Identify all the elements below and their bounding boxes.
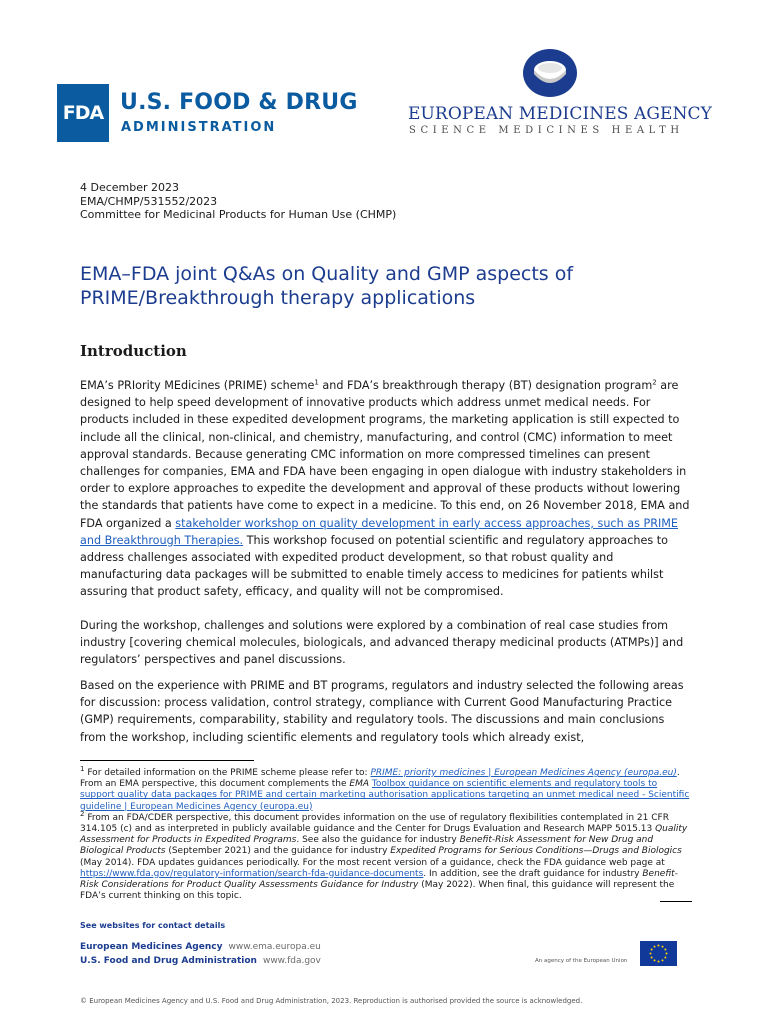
footnote-end-rule: [660, 901, 692, 902]
paragraph-1-text-a: EMA’s PRIority MEdicines (PRIME) scheme: [80, 379, 315, 392]
ema-logo-name: EUROPEAN MEDICINES AGENCY: [408, 104, 712, 124]
footnote-2-italic-4: Benefit-Risk Considerations for Product Quality Assessments Guidance for Industry: [80, 868, 678, 891]
eu-flag-icon: [640, 941, 677, 966]
footnote-ref-2[interactable]: 2: [652, 378, 657, 387]
ema-contact-name: European Medicines Agency: [80, 942, 223, 952]
fda-guidance-link[interactable]: https://www.fda.gov/regulatory-information/search-fda-guidance-documents: [80, 868, 424, 879]
footnote-2-text-b: . See also the guidance for industry: [296, 835, 460, 846]
footnote-1-italic: EMA: [349, 779, 370, 790]
fda-logo-line2: ADMINISTRATION: [121, 120, 277, 135]
eu-agency-label: An agency of the European Union: [535, 958, 628, 964]
footnote-1-text-b: . From an EMA perspective, this document complements the: [80, 768, 680, 790]
footnote-2-text-a: From an FDA/CDER perspective, this document provides information on the use of regulatory flexibilities contemplated in 21 CFR 314.105 (c) and as interpreted in publicly available guidance and the Center for Drugs Evaluation and Research MAPP 5015.13: [80, 812, 669, 835]
paragraph-3: Based on the experience with PRIME and BT programs, regulators and industry selected the following areas for discussion: process validation, control strategy, compliance with Current Good Manufacturing Practice (GMP) requirements, comparability, stability and regulatory tools. The discussions and main conclusions from the workshop, including scientific elements and regulatory tools which already exist,: [80, 679, 684, 744]
section-heading-introduction: Introduction: [80, 342, 187, 360]
fda-contact-row: [80, 954, 321, 968]
footnote-ref-1[interactable]: 1: [314, 378, 319, 387]
footnote-2-text-f: (May 2022). When final, this guidance will represent the FDA’s current thinking on this topic.: [80, 880, 675, 902]
footnote-2-text-e: . In addition, see the draft guidance for industry: [423, 868, 643, 879]
fda-website[interactable]: www.fda.gov: [262, 956, 321, 966]
paragraph-1: [80, 377, 690, 601]
footnote-divider: [80, 760, 254, 761]
footnote-2: [80, 809, 690, 903]
footnote-2-italic-1: Quality Assessment for Products in Expedited Programs: [80, 824, 688, 846]
paragraph-1-text-b: and FDA’s breakthrough therapy (BT) designation program: [318, 379, 653, 392]
footnote-1-number: 1: [80, 765, 85, 773]
document-date: 4 December 2023: [80, 181, 180, 194]
footnote-2-number: 2: [80, 809, 85, 818]
paragraph-1-text-c: are designed to help speed development of innovative products which address unmet medical needs. For products included in these expedited development programs, the marketing application is still expected to include all the clinical, non-clinical, and chemistry, manufacturing, and control (CMC) information to meet approval standards. Because generating CMC information on more compressed timelines can present challenges for companies, EMA and FDA have been engaging in open dialogue with industry stakeholders in order to explore approaches to expedite the development and approval of these products without lowering the standards that patients have come to expect in a medicine. To this end, on 26 November 2018, EMA and FDA organized a: [80, 379, 690, 530]
copyright-notice: © European Medicines Agency and U.S. Food and Drug Administration, 2023. Reproduction is authorised provided the source is acknowledged.: [80, 997, 583, 1005]
footnote-2-text-c: (September 2021) and the guidance for industry: [165, 846, 391, 857]
toolbox-guidance-link[interactable]: Toolbox guidance on scientific elements and regulatory tools to support quality data packages for PRIME and certain marketing authorisation applications targeting an unmet medical need - Scientific guideline | European Medicines Agency (europa.eu): [80, 779, 690, 812]
fda-logo: [57, 84, 357, 144]
fda-logo-line1: U.S. FOOD & DRUG: [120, 90, 358, 115]
ema-logo-tagline: SCIENCE MEDICINES HEALTH: [409, 125, 684, 136]
ema-website[interactable]: www.ema.europa.eu: [228, 942, 321, 952]
paragraph-2: During the workshop, challenges and solutions were explored by a combination of real case studies from industry [covering chemical molecules, biologicals, and advanced therapy medicinal products (ATMPs)] and regulators’ perspectives and panel discussions.: [80, 619, 684, 667]
prime-link[interactable]: PRIME: priority medicines | European Medicines Agency (europa.eu): [370, 768, 677, 778]
footnote-1: [80, 765, 690, 813]
fda-logo-box: FDA: [57, 84, 109, 142]
footnote-1-text-a: For detailed information on the PRIME scheme please refer to:: [84, 768, 371, 778]
committee-name: Committee for Medicinal Products for Human Use (CHMP): [80, 208, 397, 221]
agency-contacts: [80, 940, 321, 968]
document-title: EMA–FDA joint Q&As on Quality and GMP aspects of PRIME/Breakthrough therapy applications: [80, 263, 574, 309]
footnote-2-italic-3: Expedited Programs for Serious Conditions—Drugs and Biologics: [390, 846, 682, 857]
document-metadata: [80, 181, 396, 222]
ema-emblem-icon: [522, 48, 578, 98]
fda-contact-name: U.S. Food and Drug Administration: [80, 956, 257, 966]
workshop-link[interactable]: stakeholder workshop on quality development in early access approaches, such as PRIME and Breakthrough Therapies.: [80, 516, 678, 547]
ema-contact-row: [80, 940, 321, 954]
footnote-2-text-d: (May 2014). FDA updates guidances periodically. For the most recent version of a guidance, check the FDA guidance web page at: [80, 857, 665, 868]
footnote-2-italic-2: Benefit-Risk Assessment for New Drug and Biological Products: [80, 835, 654, 857]
contact-details-note: See websites for contact details: [80, 921, 226, 930]
document-reference: EMA/CHMP/531552/2023: [80, 194, 218, 208]
footnotes: [80, 765, 690, 902]
ema-logo: [400, 44, 712, 144]
paragraph-1-text-d: This workshop focused on potential scientific and regulatory approaches to address challenges associated with expedited product development, so that robust quality and manufacturing data packages will be submitted to enable timely access to medicines for patients whilst assuring that product safety, efficacy, and quality will not be compromised.: [80, 533, 668, 599]
